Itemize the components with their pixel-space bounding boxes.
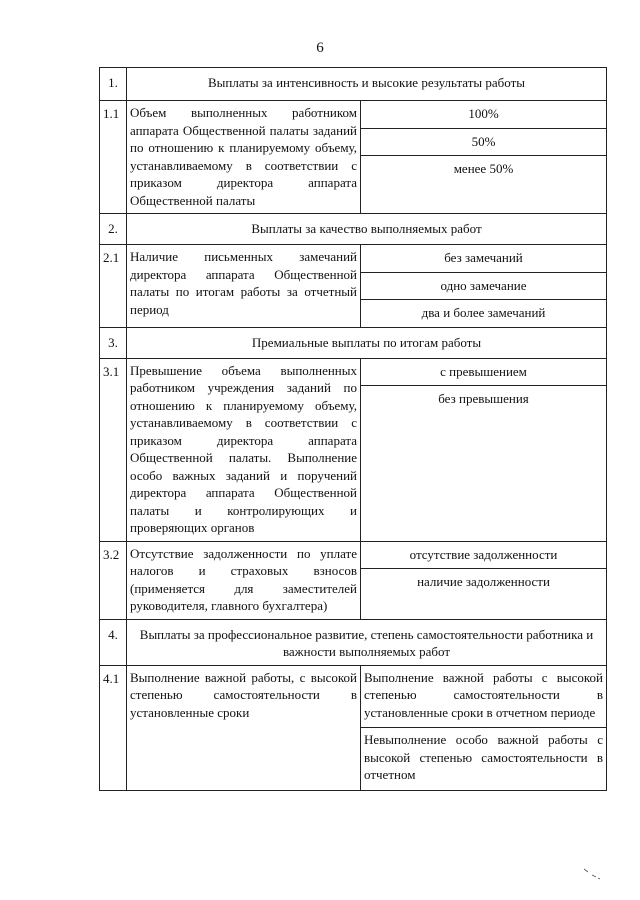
criterion: Невыполнение особо важной работы с высокой степенью самостоятельности в отчетном bbox=[364, 732, 603, 782]
item-number: 4.1 bbox=[100, 665, 127, 790]
item-row bbox=[100, 358, 607, 541]
section-title: Выплаты за профессиональное развитие, степень самостоятельности работника и важности выполняемых работ bbox=[127, 619, 607, 665]
criterion: отсутствие задолженности bbox=[361, 542, 606, 570]
criterion: менее 50% bbox=[453, 161, 514, 176]
item-row bbox=[100, 665, 607, 790]
criterion: 100% bbox=[361, 101, 606, 129]
item-number: 3.1 bbox=[100, 358, 127, 541]
criterion: одно замечание bbox=[361, 273, 606, 301]
page-number: 6 bbox=[316, 40, 324, 56]
criterion: с превышением bbox=[361, 359, 606, 387]
criterion: Выполнение важной работы с высокой степенью самостоятельности в установленные сроки в отчетном периоде bbox=[361, 666, 606, 729]
section-title: Выплаты за интенсивность и высокие результаты работы bbox=[127, 68, 607, 101]
section-number: 3. bbox=[100, 327, 127, 358]
section-row bbox=[100, 619, 607, 665]
criterion: без замечаний bbox=[361, 245, 606, 273]
item-criteria bbox=[361, 541, 607, 619]
criterion: два и более замечаний bbox=[421, 305, 546, 320]
criterion: 50% bbox=[361, 129, 606, 157]
section-row bbox=[100, 214, 607, 245]
item-criteria bbox=[361, 101, 607, 214]
item-description: Выполнение важной работы, с высокой степенью самостоятельности в установленные сроки bbox=[127, 665, 361, 790]
item-number: 2.1 bbox=[100, 245, 127, 328]
item-criteria bbox=[361, 358, 607, 541]
item-description: Отсутствие задолженности по уплате налогов и страховых взносов (применяется для заместителей руководителя, главного бухгалтера) bbox=[127, 541, 361, 619]
criterion: наличие задолженности bbox=[417, 574, 550, 589]
item-description: Наличие письменных замечаний директора аппарата Общественной палаты по итогам работы за отчетный период bbox=[127, 245, 361, 328]
item-row bbox=[100, 245, 607, 328]
item-description: Объем выполненных работником аппарата Общественной палаты заданий по отношению к планируемому объему, устанавливаемому в соответствии с приказом директора аппарата Общественной палаты bbox=[127, 101, 361, 214]
section-title: Выплаты за качество выполняемых работ bbox=[127, 214, 607, 245]
bonus-criteria-table bbox=[99, 67, 607, 791]
pen-mark-icon bbox=[582, 866, 602, 880]
item-number: 3.2 bbox=[100, 541, 127, 619]
section-row bbox=[100, 327, 607, 358]
item-row bbox=[100, 101, 607, 214]
item-row bbox=[100, 541, 607, 619]
section-title: Премиальные выплаты по итогам работы bbox=[127, 327, 607, 358]
item-criteria bbox=[361, 245, 607, 328]
section-number: 4. bbox=[100, 619, 127, 665]
item-number: 1.1 bbox=[100, 101, 127, 214]
section-number: 1. bbox=[100, 68, 127, 101]
criterion: без превышения bbox=[438, 391, 529, 406]
item-description: Превышение объема выполненных работником учреждения заданий по отношению к планируемому объему, устанавливаемому в соответствии с приказом директора аппарата Общественной палаты. Выполнение особо важных заданий и поручений директора аппарата Общественной палаты и контролирующих и проверяющих органов bbox=[127, 358, 361, 541]
section-number: 2. bbox=[100, 214, 127, 245]
item-criteria bbox=[361, 665, 607, 790]
section-row bbox=[100, 68, 607, 101]
